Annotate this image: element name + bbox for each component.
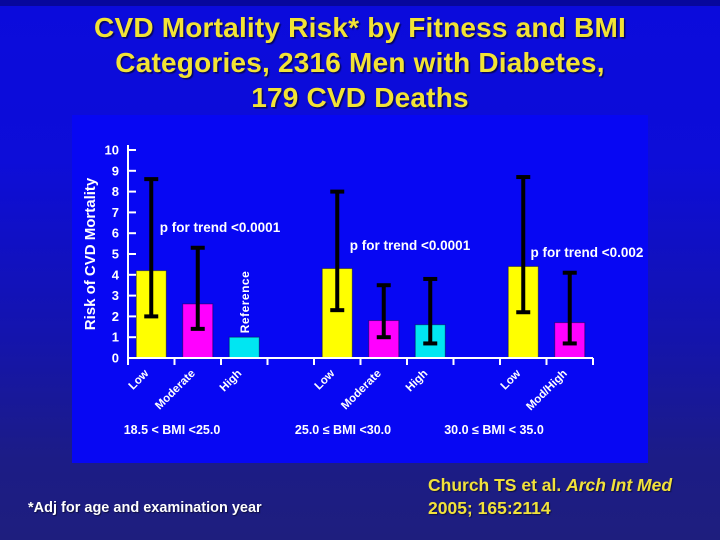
- footnote: *Adj for age and examination year: [28, 500, 262, 516]
- y-tick-label: 1: [111, 329, 119, 345]
- bar-chart: [72, 115, 648, 463]
- slide-title-line-2: Categories, 2316 Men with Diabetes,: [115, 47, 605, 78]
- x-tick-label: High: [217, 367, 245, 395]
- x-tick-label: Low: [312, 367, 338, 393]
- bmi-group-label: 18.5 < BMI <25.0: [123, 423, 221, 437]
- bmi-group-label: 30.0 ≤ BMI < 35.0: [444, 423, 544, 437]
- y-tick-label: 2: [111, 308, 119, 324]
- x-tick-label: High: [403, 367, 431, 395]
- citation-line-1: [428, 474, 713, 497]
- y-tick-label: 6: [111, 225, 119, 241]
- y-tick-label: 10: [104, 142, 119, 158]
- x-tick-label: Moderate: [339, 367, 384, 413]
- x-tick-label: Mod/High: [524, 367, 570, 414]
- y-axis-title: Risk of CVD Mortality: [82, 177, 99, 331]
- y-tick-label: 5: [111, 246, 119, 262]
- y-tick-label: 0: [111, 350, 119, 366]
- citation-line-2: 2005; 165:2114: [428, 498, 551, 518]
- bar-high-group1: [229, 337, 259, 358]
- y-tick-label: 8: [111, 184, 119, 200]
- y-tick-label: 3: [111, 288, 119, 304]
- slide-title-line-1: CVD Mortality Risk* by Fitness and BMI: [94, 12, 626, 43]
- p-trend-annotation: p for trend <0.0001: [349, 238, 471, 253]
- y-tick-label: 7: [111, 204, 119, 220]
- citation-journal: Arch Int Med: [566, 475, 673, 495]
- x-tick-label: Moderate: [153, 367, 198, 413]
- y-tick-label: 9: [111, 163, 119, 179]
- citation: [428, 474, 713, 520]
- slide-title-line-3: 179 CVD Deaths: [251, 82, 469, 113]
- reference-label: Reference: [237, 270, 252, 334]
- p-trend-annotation: p for trend <0.0001: [159, 220, 281, 235]
- citation-authors: Church TS et al.: [428, 475, 567, 495]
- bmi-group-label: 25.0 ≤ BMI <30.0: [294, 423, 392, 437]
- chart-canvas: [72, 115, 648, 463]
- slide-title: [0, 10, 720, 115]
- y-tick-label: 4: [111, 267, 119, 283]
- x-tick-label: Low: [126, 367, 152, 393]
- x-tick-label: Low: [498, 367, 524, 393]
- slide-top-edge: [0, 0, 720, 6]
- p-trend-annotation: p for trend <0.002: [530, 245, 644, 260]
